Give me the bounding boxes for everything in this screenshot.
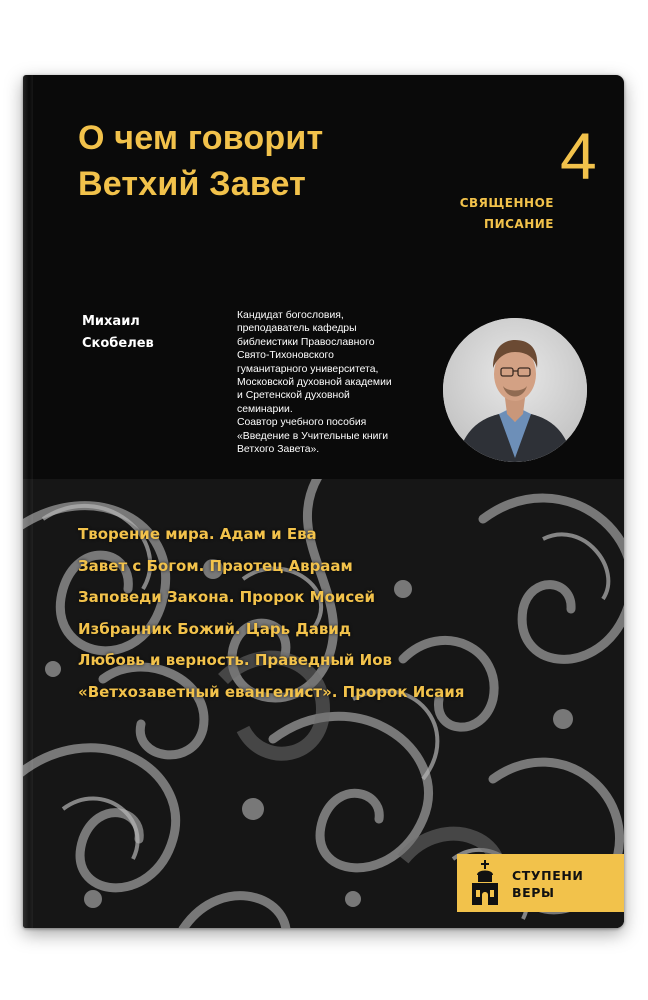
series-name: [460, 193, 554, 235]
toc-item: Завет с Богом. Праотец Авраам: [78, 556, 353, 575]
author-bio: [237, 309, 442, 456]
badge-line-2: ВЕРЫ: [512, 885, 555, 900]
author-photo-illustration: [443, 318, 587, 462]
bio-line: Кандидат богословия,: [237, 310, 344, 321]
badge-line-1: СТУПЕНИ: [512, 868, 584, 883]
book-spine-shading: [23, 75, 33, 928]
author-name: [82, 311, 154, 355]
bio-line: преподаватель кафедры: [237, 323, 357, 335]
bio-line: Соавтор учебного пособия: [237, 417, 367, 429]
series-number: 4: [560, 119, 597, 193]
bio-line: Ветхого Завета».: [237, 444, 320, 456]
toc-item: Заповеди Закона. Пророк Моисей: [78, 588, 375, 606]
toc-item: Творение мира. Адам и Ева: [78, 525, 317, 543]
book-title: [78, 115, 323, 207]
title-line-2: Ветхий Завет: [78, 165, 306, 203]
badge-label: [512, 867, 583, 901]
table-of-contents: [78, 519, 464, 708]
bio-line: и Сретенской духовной: [237, 390, 350, 402]
bio-line: Московской духовной академии: [237, 377, 392, 389]
title-line-1: О чем говорит: [78, 119, 324, 157]
book-cover: [23, 75, 624, 928]
toc-item: «Ветхозаветный евангелист». Пророк Исаия: [78, 682, 465, 701]
bio-line: «Введение в Учительные книги: [237, 430, 389, 442]
series-line-1: СВЯЩЕННОЕ: [459, 196, 554, 210]
series-line-2: ПИСАНИЕ: [484, 217, 554, 231]
bio-line: гуманитарного университета,: [237, 363, 379, 375]
author-photo: [443, 318, 587, 462]
toc-item: Любовь и верность. Праведный Иов: [78, 651, 393, 669]
church-icon: [467, 859, 503, 911]
bio-line: библеистики Православного: [237, 336, 375, 348]
toc-item: Избранник Божий. Царь Давид: [78, 619, 351, 638]
series-badge: [457, 854, 624, 912]
author-last-name: Скобелев: [82, 336, 154, 351]
bio-line: Свято-Тихоновского: [237, 350, 334, 362]
bio-line: семинарии.: [237, 403, 293, 415]
author-first-name: Михаил: [82, 314, 140, 329]
